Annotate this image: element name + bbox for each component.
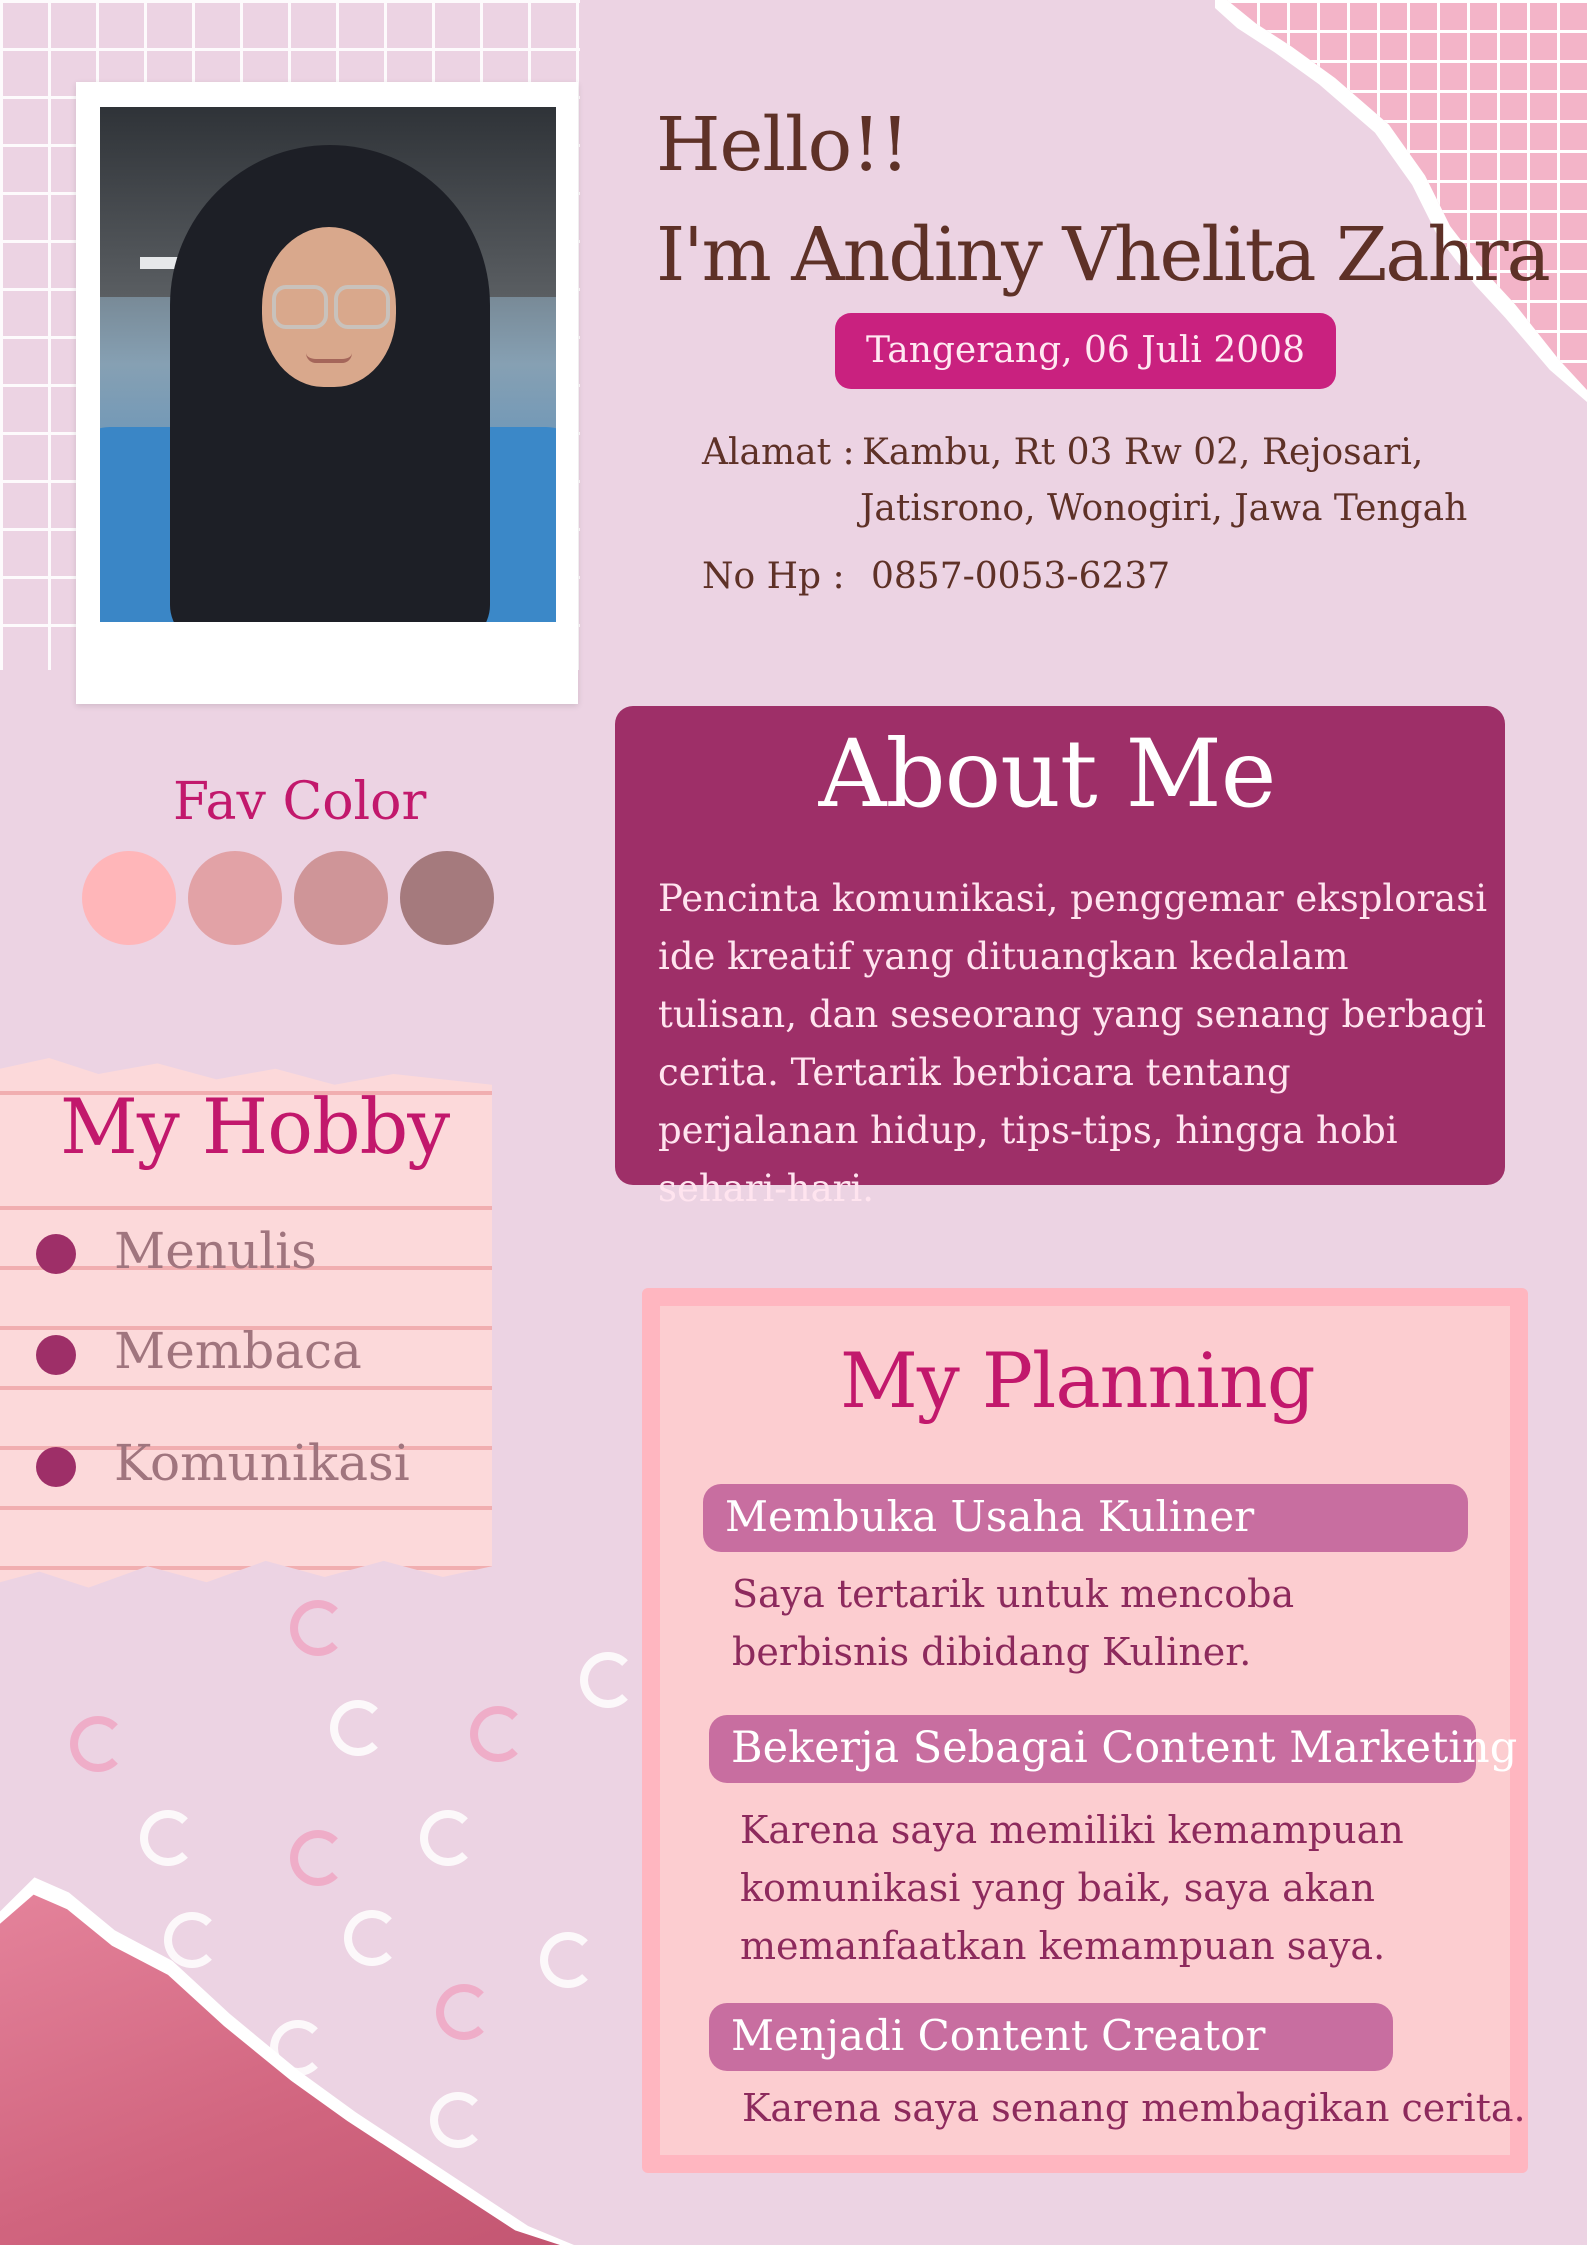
swirl-decoration-icon: [430, 2092, 486, 2148]
planning-heading: Membuka Usaha Kuliner: [703, 1484, 1468, 1552]
about-me-title: About Me: [818, 720, 1276, 829]
photo-smile: [306, 353, 352, 363]
color-swatch: [82, 851, 176, 945]
hobby-item: Komunikasi: [114, 1434, 410, 1492]
hobby-item: Membaca: [114, 1322, 362, 1380]
planning-description: Saya tertarik untuk mencoba berbisnis dibidang Kuliner.: [732, 1572, 1295, 1674]
planning-heading: Menjadi Content Creator: [709, 2003, 1393, 2071]
name-heading: I'm Andiny Vhelita Zahra: [656, 212, 1549, 298]
hobby-title: My Hobby: [60, 1082, 450, 1171]
bullet-icon: [36, 1447, 76, 1487]
address-label: Alamat :: [702, 432, 855, 473]
color-swatch: [294, 851, 388, 945]
swirl-decoration-icon: [420, 1810, 476, 1866]
phone-number: 0857-0053-6237: [871, 556, 1171, 597]
address-line-2: Jatisrono, Wonogiri, Jawa Tengah: [860, 488, 1468, 529]
photo-glasses: [272, 285, 328, 329]
photo-glasses: [334, 285, 390, 329]
swirl-decoration-icon: [344, 1910, 400, 1966]
planning-description: Karena saya memiliki kemampuan komunikasi yang baik, saya akan memanfaatkan kemampuan saya.: [740, 1808, 1404, 1968]
planning-title: My Planning: [840, 1336, 1315, 1425]
swirl-decoration-icon: [140, 1810, 196, 1866]
planning-heading: Bekerja Sebagai Content Marketing: [709, 1715, 1476, 1783]
profile-photo: [100, 107, 556, 622]
greeting-heading: Hello!!: [656, 102, 909, 188]
bullet-icon: [36, 1335, 76, 1375]
swirl-decoration-icon: [540, 1932, 596, 1988]
fav-color-title: Fav Color: [173, 772, 427, 832]
hobby-item: Menulis: [114, 1222, 317, 1280]
swirl-decoration-icon: [290, 1600, 346, 1656]
swirl-decoration-icon: [436, 1984, 492, 2040]
birth-badge: Tangerang, 06 Juli 2008: [835, 313, 1336, 389]
swirl-decoration-icon: [70, 1716, 126, 1772]
bullet-icon: [36, 1234, 76, 1274]
planning-description: Karena saya senang membagikan cerita.: [742, 2086, 1526, 2130]
swirl-decoration-icon: [290, 1830, 346, 1886]
about-me-text: Pencinta komunikasi, penggemar eksplorasi ide kreatif yang dituangkan kedalam tulisan, dan seseorang yang senang berbagi cerita. Tertarik berbicara tentang perjalanan hidup, tips-tips, hingga hobi sehari-hari.: [658, 877, 1488, 1210]
swirl-decoration-icon: [470, 1706, 526, 1762]
address-line-1: Kambu, Rt 03 Rw 02, Rejosari,: [862, 432, 1424, 473]
color-swatch: [400, 851, 494, 945]
color-swatch: [188, 851, 282, 945]
swirl-decoration-icon: [164, 1912, 220, 1968]
phone-label: No Hp :: [702, 556, 845, 597]
swirl-decoration-icon: [330, 1700, 386, 1756]
swirl-decoration-icon: [580, 1652, 636, 1708]
